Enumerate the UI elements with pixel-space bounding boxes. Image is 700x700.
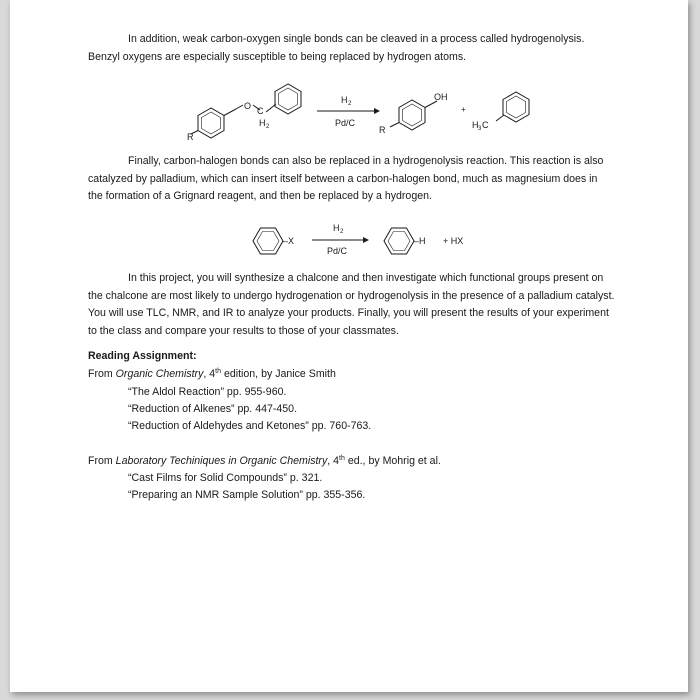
oxygen-label: O xyxy=(244,101,252,111)
book1-edition: , 4 xyxy=(203,368,216,380)
r-group-left: R xyxy=(187,132,194,142)
paragraph-hydrogenolysis-intro: In addition, weak carbon-oxygen single bonds can be cleaved in a process called hydrogenolysis. Benzyl oxygens are especially susceptible to being replaced by hydrogen atoms. xyxy=(88,33,585,63)
halogen-label: –X xyxy=(283,236,295,246)
book1-citation xyxy=(88,368,336,380)
book2-title: Laboratory Techiniques in Organic Chemistry xyxy=(115,455,328,467)
reagent2-h2-subscript: 2 xyxy=(340,229,344,235)
reagent-h2-label: H xyxy=(341,95,348,105)
book1-title: Organic Chemistry xyxy=(115,368,204,380)
book2-edition: , 4 xyxy=(327,455,340,467)
paragraph-carbon-halogen: Finally, carbon-halogen bonds can also be replaced in a hydrogenolysis reaction. This reaction is also catalyzed by palladium, which can insert itself between a carbon-halogen bond, much as magnesium does in the formation of a Grignard reagent, and then be replaced by a hydrogen. xyxy=(88,155,604,202)
reagent2-pdc-label: Pd/C xyxy=(327,246,348,256)
reagent2-h2-label: H xyxy=(333,223,340,233)
document-page xyxy=(10,0,688,692)
benzene-ring-product xyxy=(384,228,414,254)
methyl-h-label: H xyxy=(472,120,479,130)
book1-edition-sup: th xyxy=(215,368,222,375)
book2-item-cast-films: “Cast Films for Solid Compounds” p. 321. xyxy=(128,472,323,484)
plus-sign: + xyxy=(461,105,466,114)
paragraph-project-description: In this project, you will synthesize a chalcone and then investigate which functional groups present on the chalcone are most likely to undergo hydrogenation or hydrogenolysis in the presence of a palladium catalyst. You will use TLC, NMR, and IR to analyze your products. Finally, you will present the results of your experiment to the class and compare your results to those of your classmates. xyxy=(88,272,615,337)
book1-item-aldol: “The Aldol Reaction” pp. 955-960. xyxy=(128,386,287,398)
scheme-aryl-halide-hydrogenolysis xyxy=(10,0,688,270)
book1-author: edition, by Janice Smith xyxy=(221,368,336,380)
methyl-c-label: C xyxy=(482,120,489,130)
r-group-right: R xyxy=(379,125,386,135)
methylene-h-label: H xyxy=(259,118,266,128)
reagent-pdc-label: Pd/C xyxy=(335,118,356,128)
hydrogen-label: –H xyxy=(414,236,426,246)
book2-citation xyxy=(88,455,441,467)
book2-edition-sup: th xyxy=(339,455,345,462)
book2-prefix: From xyxy=(88,455,116,467)
methylene-h-subscript: 2 xyxy=(266,124,270,130)
book2-author: ed., by Mohrig et al. xyxy=(344,455,441,467)
benzene-ring-aryl-halide xyxy=(253,228,283,254)
reading-assignment-heading: Reading Assignment: xyxy=(88,350,197,362)
book1-item-aldehydes-ketones: “Reduction of Aldehydes and Ketones” pp. 760-763. xyxy=(128,420,372,432)
methyl-h-subscript: 3 xyxy=(478,126,482,132)
book1-prefix: From xyxy=(88,368,116,380)
book2-item-nmr-sample: “Preparing an NMR Sample Solution” pp. 355-356. xyxy=(128,489,366,501)
book1-item-alkenes: “Reduction of Alkenes” pp. 447-450. xyxy=(128,403,298,415)
hydroxyl-label: OH xyxy=(434,92,448,102)
reagent-h2-subscript: 2 xyxy=(348,101,352,107)
carbon-label: C xyxy=(257,106,264,116)
hx-byproduct-label: + HX xyxy=(443,236,464,246)
